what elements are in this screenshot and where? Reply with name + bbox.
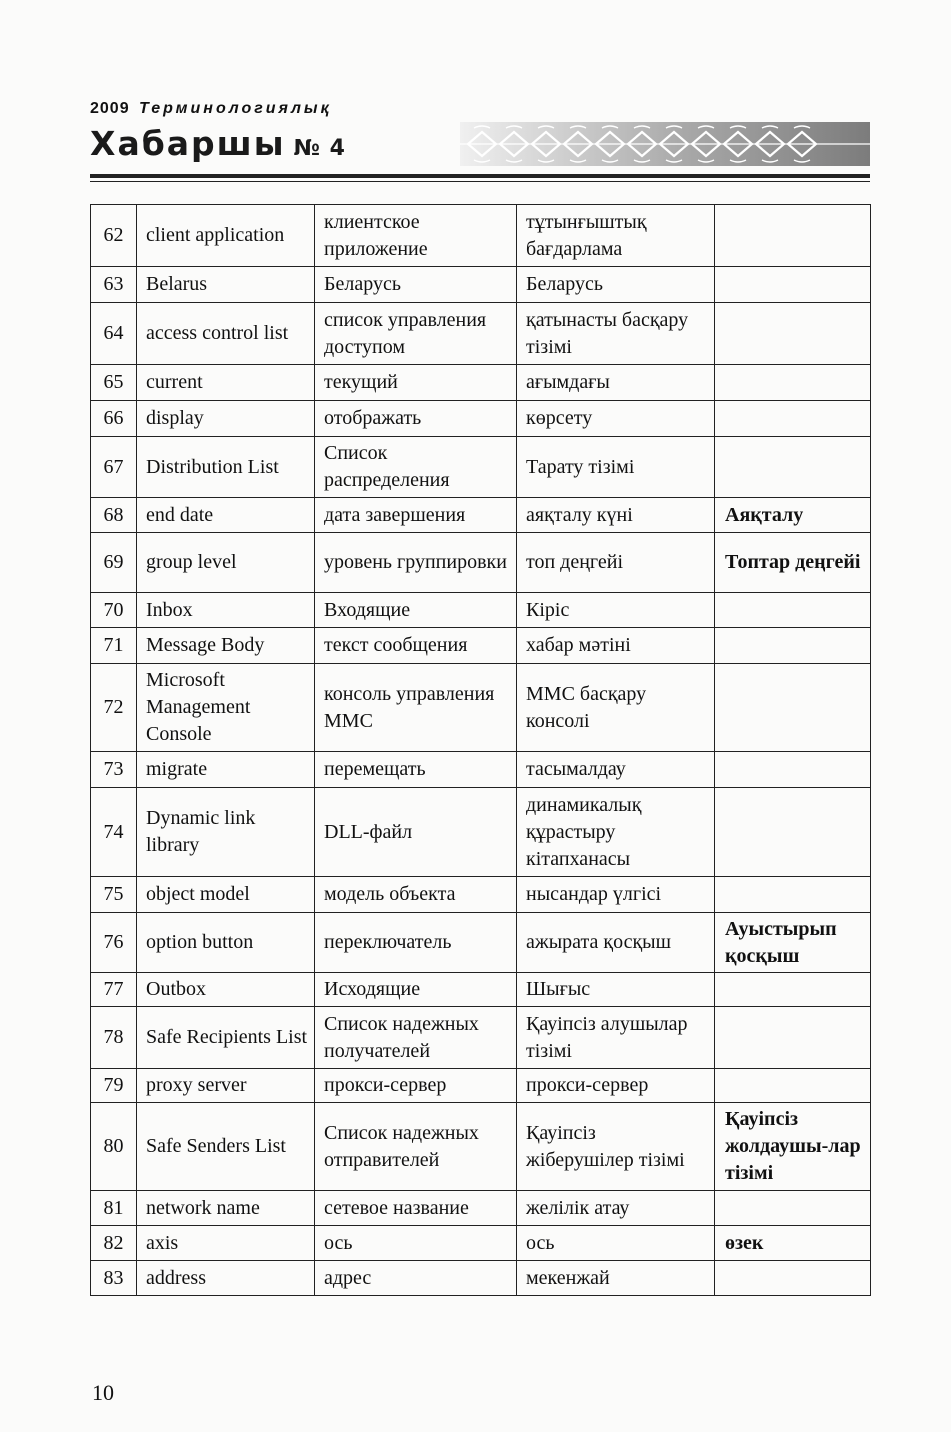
table-row (91, 1191, 871, 1226)
term-russian: Беларусь (315, 267, 517, 303)
term-russian: Список надежных получателей (315, 1007, 517, 1069)
term-kazakh: динамикалық құрастыру кітапханасы (517, 788, 715, 877)
terms-table-body (91, 205, 871, 1296)
term-note (715, 973, 871, 1007)
table-row (91, 498, 871, 533)
row-number: 75 (91, 877, 137, 913)
row-number: 83 (91, 1261, 137, 1296)
term-russian: адрес (315, 1261, 517, 1296)
term-note (715, 303, 871, 365)
term-kazakh: ось (517, 1226, 715, 1261)
term-english: end date (137, 498, 315, 533)
term-note (715, 267, 871, 303)
header-line2 (90, 124, 346, 163)
term-note: Аяқталу (715, 498, 871, 533)
term-kazakh: тасымалдау (517, 752, 715, 788)
row-number: 64 (91, 303, 137, 365)
term-kazakh: ажырата қосқыш (517, 913, 715, 973)
term-kazakh: мекенжай (517, 1261, 715, 1296)
term-kazakh: Қауіпсіз жіберушілер тізімі (517, 1103, 715, 1191)
term-note (715, 628, 871, 664)
term-kazakh: аяқталу күні (517, 498, 715, 533)
row-number: 72 (91, 664, 137, 752)
term-note (715, 752, 871, 788)
term-english: Microsoft Management Console (137, 664, 315, 752)
term-note (715, 788, 871, 877)
row-number: 77 (91, 973, 137, 1007)
term-english: Safe Senders List (137, 1103, 315, 1191)
term-kazakh: көрсету (517, 401, 715, 437)
term-kazakh: топ деңгейі (517, 533, 715, 593)
table-row (91, 877, 871, 913)
term-english: Outbox (137, 973, 315, 1007)
table-row (91, 1226, 871, 1261)
table-row (91, 401, 871, 437)
table-row (91, 913, 871, 973)
term-kazakh: тұтынғыштық бағдарлама (517, 205, 715, 267)
ornament-pattern-icon (460, 122, 870, 166)
row-number: 73 (91, 752, 137, 788)
row-number: 76 (91, 913, 137, 973)
term-english: axis (137, 1226, 315, 1261)
term-english: option button (137, 913, 315, 973)
term-russian: Входящие (315, 593, 517, 628)
table-row (91, 365, 871, 401)
header-issue: № 4 (293, 136, 346, 161)
row-number: 65 (91, 365, 137, 401)
term-english: display (137, 401, 315, 437)
term-english: current (137, 365, 315, 401)
header-rule-thick (90, 174, 870, 178)
term-english: object model (137, 877, 315, 913)
header-rule-thin (90, 181, 870, 182)
table-row (91, 303, 871, 365)
term-russian: Список распределения (315, 437, 517, 498)
term-russian: отображать (315, 401, 517, 437)
table-row (91, 205, 871, 267)
row-number: 69 (91, 533, 137, 593)
row-number: 63 (91, 267, 137, 303)
table-row (91, 1103, 871, 1191)
term-english: access control list (137, 303, 315, 365)
header-title-line2: Хабаршы (90, 124, 286, 163)
row-number: 67 (91, 437, 137, 498)
term-note: Топтар деңгейі (715, 533, 871, 593)
term-kazakh: хабар мәтіні (517, 628, 715, 664)
header-line1 (90, 100, 332, 118)
term-russian: список управления доступом (315, 303, 517, 365)
term-russian: сетевое название (315, 1191, 517, 1226)
term-english: migrate (137, 752, 315, 788)
row-number: 79 (91, 1069, 137, 1103)
term-russian: консоль управления MMC (315, 664, 517, 752)
term-english: Distribution List (137, 437, 315, 498)
term-note: Қауіпсіз жолдаушы-лар тізімі (715, 1103, 871, 1191)
table-row (91, 437, 871, 498)
term-note (715, 877, 871, 913)
term-kazakh: прокси-сервер (517, 1069, 715, 1103)
term-english: client application (137, 205, 315, 267)
term-english: Inbox (137, 593, 315, 628)
term-russian: дата завершения (315, 498, 517, 533)
term-note (715, 437, 871, 498)
term-kazakh: қатынасты басқару тізімі (517, 303, 715, 365)
term-note (715, 205, 871, 267)
row-number: 66 (91, 401, 137, 437)
row-number: 81 (91, 1191, 137, 1226)
term-russian: Исходящие (315, 973, 517, 1007)
term-note (715, 1191, 871, 1226)
row-number: 82 (91, 1226, 137, 1261)
table-row (91, 1069, 871, 1103)
header-title-line1: Терминологиялық (139, 100, 332, 117)
table-row (91, 752, 871, 788)
term-kazakh: желілік атау (517, 1191, 715, 1226)
term-english: address (137, 1261, 315, 1296)
table-row (91, 593, 871, 628)
term-russian: переключатель (315, 913, 517, 973)
term-russian: текст сообщения (315, 628, 517, 664)
term-kazakh: Тарату тізімі (517, 437, 715, 498)
term-note (715, 664, 871, 752)
page-number: 10 (92, 1380, 114, 1405)
table-row (91, 788, 871, 877)
term-kazakh: Шығыс (517, 973, 715, 1007)
term-note: Ауыстырып қосқыш (715, 913, 871, 973)
term-note (715, 1261, 871, 1296)
term-note (715, 1069, 871, 1103)
term-english: proxy server (137, 1069, 315, 1103)
row-number: 62 (91, 205, 137, 267)
term-note (715, 1007, 871, 1069)
term-english: Message Body (137, 628, 315, 664)
term-kazakh: Қауіпсіз алушылар тізімі (517, 1007, 715, 1069)
term-english: group level (137, 533, 315, 593)
term-russian: клиентское приложение (315, 205, 517, 267)
term-english: network name (137, 1191, 315, 1226)
table-row (91, 973, 871, 1007)
row-number: 70 (91, 593, 137, 628)
term-note (715, 593, 871, 628)
term-note (715, 401, 871, 437)
header-year: 2009 (90, 100, 130, 117)
table-row (91, 664, 871, 752)
table-row (91, 628, 871, 664)
ornament-band (460, 122, 870, 166)
table-row (91, 267, 871, 303)
term-note (715, 365, 871, 401)
term-note: өзек (715, 1226, 871, 1261)
term-russian: DLL-файл (315, 788, 517, 877)
row-number: 68 (91, 498, 137, 533)
term-kazakh: MMC басқару консолі (517, 664, 715, 752)
term-english: Safe Recipients List (137, 1007, 315, 1069)
terms-table (90, 204, 871, 1296)
row-number: 78 (91, 1007, 137, 1069)
term-russian: перемещать (315, 752, 517, 788)
term-kazakh: нысандар үлгісі (517, 877, 715, 913)
term-english: Belarus (137, 267, 315, 303)
term-russian: уровень группировки (315, 533, 517, 593)
row-number: 71 (91, 628, 137, 664)
term-russian: модель объекта (315, 877, 517, 913)
term-kazakh: Кіріс (517, 593, 715, 628)
term-english: Dynamic link library (137, 788, 315, 877)
journal-header (90, 100, 870, 184)
term-kazakh: ағымдағы (517, 365, 715, 401)
term-russian: прокси-сервер (315, 1069, 517, 1103)
row-number: 74 (91, 788, 137, 877)
term-russian: текущий (315, 365, 517, 401)
table-row (91, 533, 871, 593)
term-russian: Список надежных отправителей (315, 1103, 517, 1191)
table-row (91, 1261, 871, 1296)
table-row (91, 1007, 871, 1069)
row-number: 80 (91, 1103, 137, 1191)
term-kazakh: Беларусь (517, 267, 715, 303)
term-russian: ось (315, 1226, 517, 1261)
